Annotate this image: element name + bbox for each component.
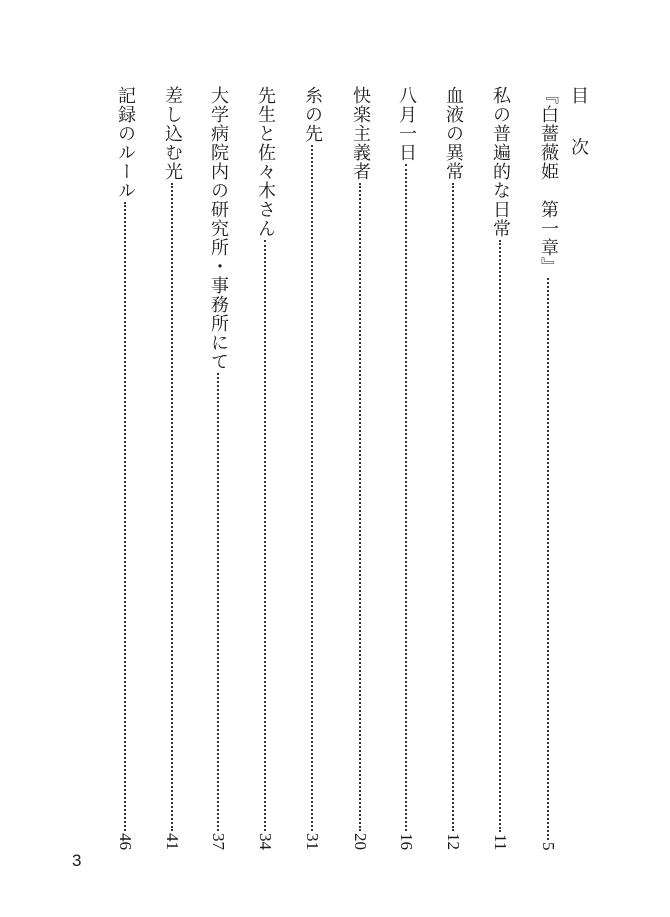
- entry-page: 46: [116, 833, 135, 850]
- toc-entry[interactable]: [349, 86, 371, 850]
- toc-entry[interactable]: [207, 86, 229, 850]
- dot-leader: [171, 183, 173, 831]
- page-number: 3: [72, 851, 82, 870]
- entry-title: 糸の先: [302, 86, 323, 143]
- toc-entry[interactable]: [489, 86, 511, 850]
- dot-leader: [547, 278, 549, 840]
- entry-title: 差し込む光: [162, 86, 183, 181]
- toc-heading: 目 次: [568, 86, 589, 170]
- dot-leader: [264, 240, 266, 831]
- dot-leader: [359, 183, 361, 831]
- entry-page: 31: [303, 833, 322, 850]
- entry-page: 34: [256, 833, 275, 850]
- dot-leader: [217, 373, 219, 831]
- toc-entry[interactable]: [537, 86, 559, 850]
- toc-entry[interactable]: [161, 86, 183, 850]
- toc-entry[interactable]: [395, 86, 417, 850]
- entry-title: 快楽主義者: [350, 86, 371, 181]
- dot-leader: [499, 240, 501, 832]
- toc-entry[interactable]: [301, 86, 323, 850]
- entry-title: 記録のルール: [115, 86, 136, 200]
- entry-page: 20: [351, 833, 370, 850]
- entry-title: 大学病院内の研究所・事務所にて: [208, 86, 229, 371]
- toc-entry[interactable]: [254, 86, 276, 850]
- toc-entry[interactable]: [114, 86, 136, 850]
- dot-leader: [124, 202, 126, 831]
- toc-entry[interactable]: [442, 86, 464, 850]
- entry-page: 12: [444, 833, 463, 850]
- entry-page: 37: [209, 833, 228, 850]
- entry-title: 血液の異常: [443, 86, 464, 181]
- entry-page: 5: [539, 841, 558, 850]
- entry-page: 11: [491, 833, 510, 850]
- entry-title: 先生と佐々木さん: [255, 86, 276, 238]
- entry-title: 八月一日: [396, 86, 417, 162]
- dot-leader: [452, 183, 454, 831]
- dot-leader: [311, 145, 313, 831]
- entry-title: 『白薔薇姫 第一章』: [538, 86, 559, 276]
- entry-title: 私の普遍的な日常: [490, 86, 511, 238]
- entry-page: 41: [163, 833, 182, 850]
- entry-page: 16: [397, 833, 416, 850]
- dot-leader: [405, 164, 407, 831]
